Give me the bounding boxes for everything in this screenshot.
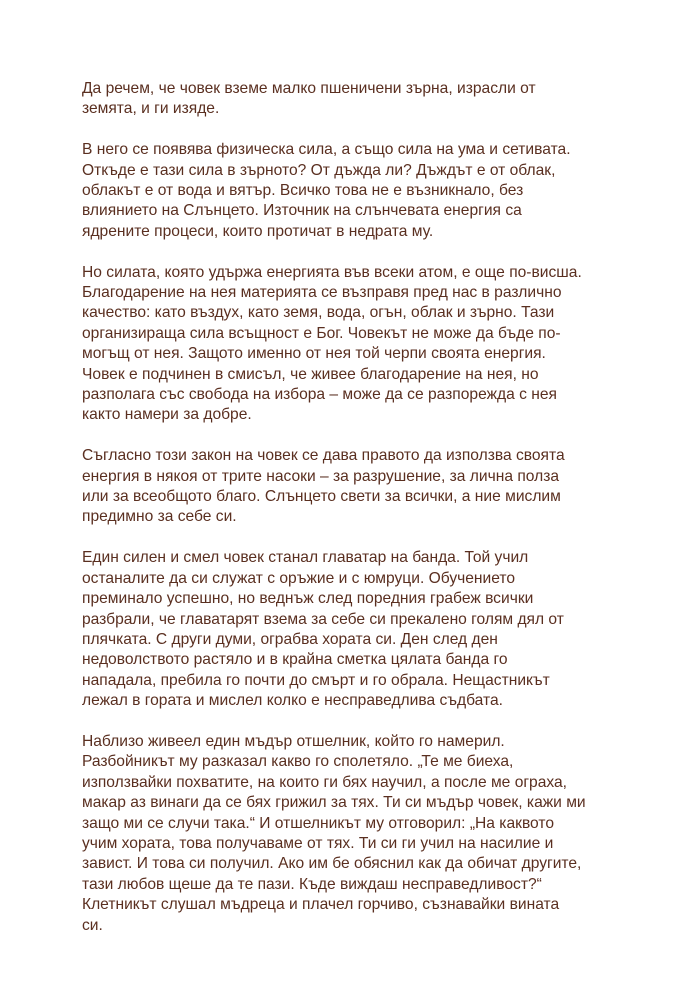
paragraph-5 [82,548,682,711]
paragraph-6 [82,732,682,936]
text-line: Съгласно този закон на човек се дава правото да използва своята [82,447,565,465]
text-line: лежал в гората и мислел колко е несправедлива съдбата. [82,692,503,710]
text-line: или за всеобщото благо. Слънцето свети за всички, а ние мислим [82,488,561,506]
text-line: ядрените процеси, които протичат в недрата му. [82,222,434,240]
text-line: нападала, пребила го почти до смърт и го обрала. Нещастникът [82,671,550,689]
text-line: Наблизо живеел един мъдър отшелник, който го намерил. [82,732,505,750]
text-line: завист. И това си получил. Ако им бе обяснил как да обичат другите, [82,855,582,873]
text-line: Благодарение на нея материята се възправя пред нас в различно [82,284,562,302]
text-line: недоволството растяло и в крайна сметка цялата банда го [82,651,508,669]
text-line: влиянието на Слънцето. Източник на слънчевата енергия са [82,202,522,220]
text-line: Откъде е тази сила в зърното? От дъжда ли? Дъждът е от облак, [82,161,556,179]
paragraph-4 [82,446,682,528]
text-line: облакът е от вода и вятър. Всичко това не е възникнало, без [82,182,524,200]
text-line: плячката. С други думи, ограбва хората си. Ден след ден [82,630,498,648]
text-line: Но силата, която удържа енергията във всеки атом, е още по-висша. [82,263,582,281]
text-line: Клетникът слушал мъдреца и плачел горчиво, съзнавайки вината [82,896,560,914]
document-body [82,79,682,956]
text-line: земята, и ги изяде. [82,100,220,118]
text-line: Човек е подчинен в смисъл, че живее благодарение на нея, но [82,365,539,383]
text-line: качество: като въздух, като земя, вода, огън, облак и зърно. Тази [82,304,555,322]
text-line: защо ми се случи така.“ И отшелникът му отговорил: „На каквото [82,814,555,832]
text-line: енергия в някоя от трите насоки – за разрушение, за лична полза [82,467,560,485]
text-line: преминало успешно, но веднъж след поредния грабеж всички [82,590,534,608]
text-line: могъщ от нея. Защото именно от нея той черпи своята енергия. [82,345,546,363]
text-line: разбрали, че главатарят взема за себе си прекалено голям дял от [82,610,564,628]
text-line: тази любов щеше да те пази. Къде виждаш несправедливост?“ [82,875,542,893]
paragraph-1 [82,79,682,120]
text-line: останалите да си служат с оръжие и с юмруци. Обучението [82,569,516,587]
text-line: организираща сила всъщност е Бог. Човекът не може да бъде по- [82,324,561,342]
text-line: Да речем, че човек вземе малко пшеничени зърна, израсли от [82,80,536,97]
text-line: макар аз винаги да се бях грижил за тях. Ти си мъдър човек, кажи ми [82,794,586,812]
text-line: разполага със свобода на избора – може да се разпорежда с нея [82,386,557,404]
text-line: използвайки похватите, на които ги бях научил, а после ме ограха, [82,773,568,791]
text-line: учим хората, това получаваме от тях. Ти си ги учил на насилие и [82,834,554,852]
text-line: Един силен и смел човек станал главатар на банда. Той учил [82,549,529,567]
text-line: Разбойникът му разказал какво го сполетяло. „Те ме биеха, [82,753,514,771]
text-line: предимно за себе си. [82,508,237,526]
paragraph-2 [82,140,682,242]
text-line: си. [82,916,103,934]
paragraph-3 [82,263,682,426]
text-line: както намери за добре. [82,406,252,424]
text-line: В него се появява физическа сила, а също сила на ума и сетивата. [82,141,571,159]
